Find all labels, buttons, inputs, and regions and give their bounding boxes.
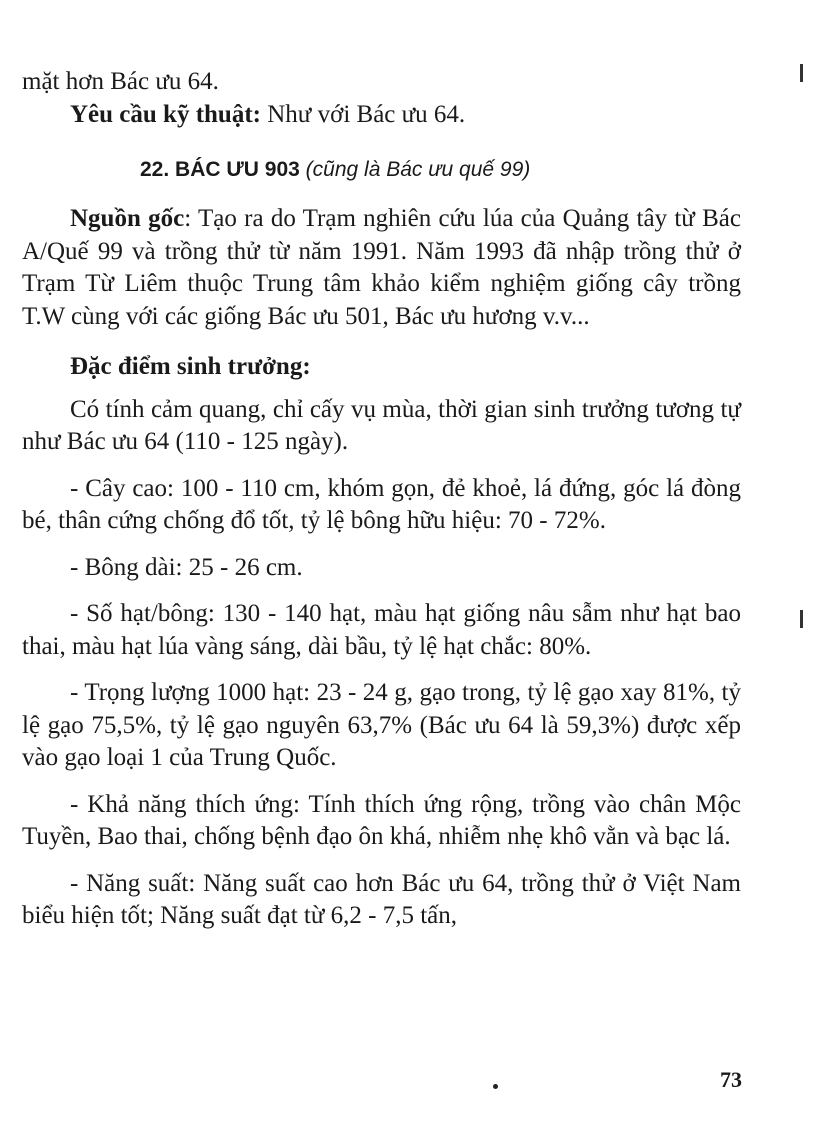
scan-speck (493, 1084, 498, 1089)
origin-text: : Tạo ra do Trạm nghiên cứu lúa của Quảng tây từ Bác A/Quế 99 và trồng thử từ năm 1991. Năm 1993 đã nhập trồng thử ở Trạm Từ Liêm thuộc Trung tâm khảo kiểm nghiệm giống cây trồng T.W cùng với các giống Bác ưu 501, Bác ưu hương v.v... (22, 205, 741, 330)
origin-label: Nguồn gốc (70, 205, 185, 232)
list-item: - Khả năng thích ứng: Tính thích ứng rộng, trồng vào chân Mộc Tuyền, Bao thai, chống bệnh đạo ôn khá, nhiễm nhẹ khô vằn và bạc lá. (22, 790, 741, 850)
scan-edge-mark (800, 64, 803, 82)
origin-paragraph (22, 203, 741, 333)
page-number: 73 (720, 1067, 742, 1092)
section-heading-sub: (cũng là Bác ưu quế 99) (305, 158, 531, 181)
growth-intro-paragraph: Có tính cảm quang, chỉ cấy vụ mùa, thời gian sinh trưởng tương tự như Bác ưu 64 (110 - 125 ngày). (22, 395, 741, 455)
tech-requirement-paragraph (22, 99, 741, 132)
section-heading-main: 22. BÁC ƯU 903 (140, 158, 300, 181)
list-item: - Cây cao: 100 - 110 cm, khóm gọn, đẻ khoẻ, lá đứng, góc lá đòng bé, thân cứng chống đổ tốt, tỷ lệ bông hữu hiệu: 70 - 72%. (22, 474, 741, 534)
tech-requirement-label: Yêu cầu kỹ thuật: (70, 100, 261, 128)
list-item: - Số hạt/bông: 130 - 140 hạt, màu hạt giống nâu sẫm như hạt bao thai, màu hạt lúa vàng sáng, dài bầu, tỷ lệ hạt chắc: 80%. (22, 600, 741, 660)
section-heading (22, 155, 741, 185)
list-item: - Bông dài: 25 - 26 cm. (70, 553, 303, 581)
scan-edge-mark (800, 610, 803, 628)
tech-requirement-text: Như với Bác ưu 64. (261, 100, 466, 128)
list-item: - Trọng lượng 1000 hạt: 23 - 24 g, gạo trong, tỷ lệ gạo xay 81%, tỷ lệ gạo 75,5%, tỷ lệ gạo nguyên 63,7% (Bác ưu 64 là 59,3%) được xếp vào gạo loại 1 của Trung Quốc. (22, 679, 741, 771)
list-item: - Năng suất: Năng suất cao hơn Bác ưu 64, trồng thử ở Việt Nam biểu hiện tốt; Năng suất đạt từ 6,2 - 7,5 tấn, (22, 869, 741, 929)
growth-section-title: Đặc điểm sinh trưởng: (70, 353, 311, 380)
text-column (22, 66, 741, 933)
continuation-line: mặt hơn Bác ưu 64. (22, 68, 219, 95)
